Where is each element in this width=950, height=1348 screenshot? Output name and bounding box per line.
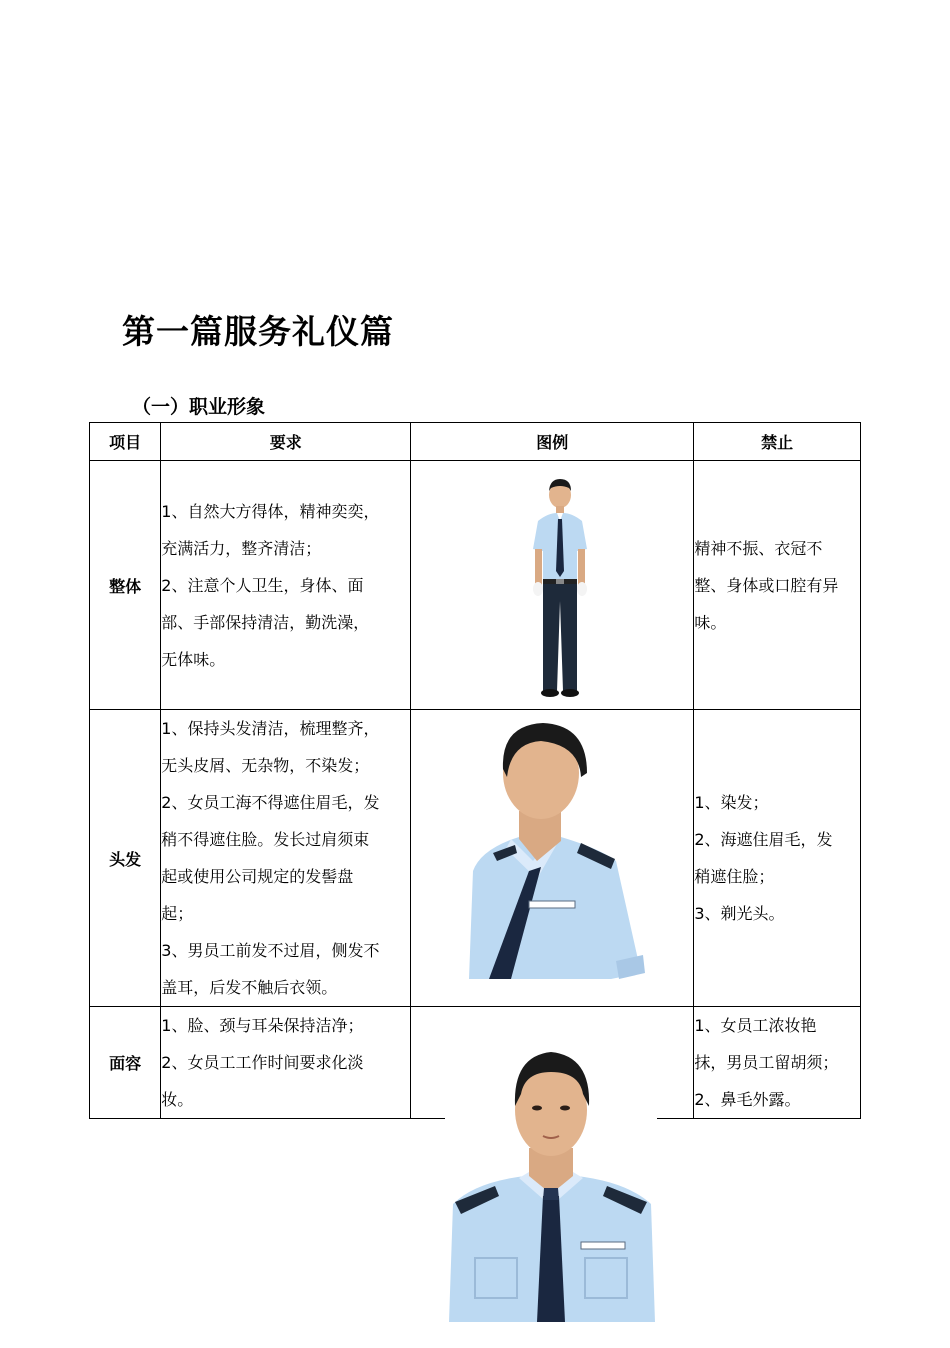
requirement-line: 稍不得遮住脸。发长过肩须束 (161, 830, 370, 849)
prohibited-line: 2、鼻毛外露。 (694, 1090, 801, 1109)
prohibited-line: 1、染发； (694, 793, 769, 812)
prohibited-cell (694, 461, 861, 710)
header-requirements: 要求 (161, 423, 411, 461)
full-body-uniform-image (411, 461, 693, 709)
requirement-line: 妆。 (161, 1090, 194, 1109)
prohibited-line: 味。 (694, 612, 727, 632)
requirement-line: 盖耳，后发不触后衣领。 (161, 978, 338, 997)
prohibited-cell (694, 710, 861, 1007)
requirement-line: 无体味。 (161, 649, 226, 669)
header-illustration: 图例 (411, 423, 694, 461)
prohibited-line: 2、海遮住眉毛，发 (694, 830, 833, 849)
prohibited-cell (694, 1007, 861, 1119)
requirements-cell (161, 461, 411, 710)
requirement-line: 起； (161, 904, 194, 923)
requirement-line: 2、女员工海不得遮住眉毛，发 (161, 793, 380, 812)
row-item-hair: 头发 (90, 710, 161, 1007)
requirement-line: 无头皮屑、无杂物，不染发； (161, 756, 370, 775)
requirement-line: 1、脸、颈与耳朵保持洁净； (161, 1016, 364, 1035)
section-heading: （一）职业形象 (132, 396, 266, 418)
professional-image-table (89, 422, 861, 1119)
requirement-line: 3、男员工前发不过眉，侧发不 (161, 941, 380, 960)
illustration-cell (411, 710, 694, 1007)
table-header-row (90, 423, 861, 461)
table-row (90, 461, 861, 710)
requirements-cell (161, 1007, 411, 1119)
requirement-line: 充满活力，整齐清洁； (161, 538, 322, 558)
face-front-image (445, 1044, 657, 1322)
hair-profile-image (411, 711, 693, 1005)
requirement-line: 起或使用公司规定的发髻盘 (161, 867, 354, 886)
requirement-line: 部、手部保持清洁，勤洗澡， (161, 612, 370, 632)
row-item-overall: 整体 (90, 461, 161, 710)
prohibited-line: 稍遮住脸； (694, 867, 775, 886)
prohibited-line: 精神不振、衣冠不 (694, 538, 823, 558)
requirement-line: 2、女员工工作时间要求化淡 (161, 1053, 364, 1072)
requirement-line: 2、注意个人卫生，身体、面 (161, 575, 364, 595)
prohibited-line: 3、剃光头。 (694, 904, 785, 923)
requirement-line: 1、保持头发清洁，梳理整齐， (161, 719, 380, 738)
illustration-cell (411, 461, 694, 710)
header-prohibited: 禁止 (694, 423, 861, 461)
requirements-cell (161, 710, 411, 1007)
requirement-line: 1、自然大方得体，精神奕奕， (161, 501, 380, 521)
prohibited-line: 1、女员工浓妆艳 (694, 1016, 817, 1035)
prohibited-line: 整、身体或口腔有异 (694, 575, 839, 595)
row-item-face: 面容 (90, 1007, 161, 1119)
prohibited-line: 抹，男员工留胡须； (694, 1053, 839, 1072)
table-row (90, 710, 861, 1007)
header-item: 项目 (90, 423, 161, 461)
page-title: 第一篇服务礼仪篇 (122, 312, 394, 351)
